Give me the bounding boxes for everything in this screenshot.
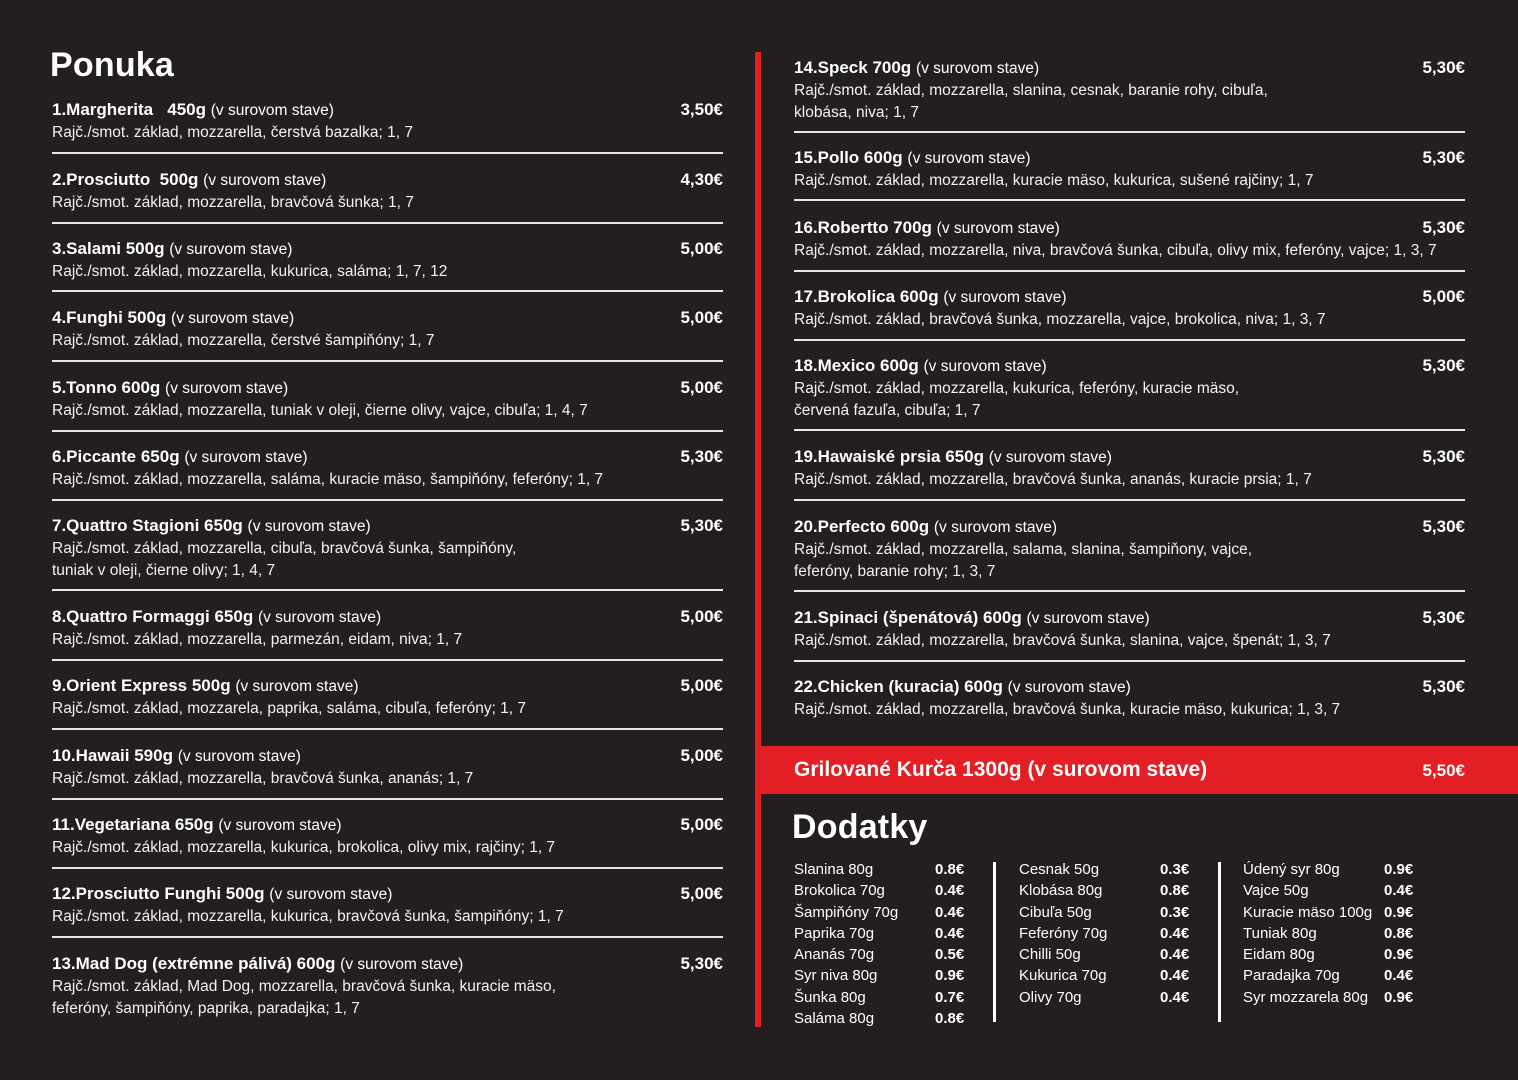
extras-item-price: 0.9€ [1384, 946, 1414, 964]
menu-item [52, 99, 723, 144]
menu-item-name: 17.Brokolica 600g [794, 287, 939, 306]
menu-item-price: 5,00€ [680, 746, 723, 765]
menu-item-description: Rajč./smot. základ, mozzarella, kukurica, brokolica, olivy mix, rajčiny; 1, 7 [52, 839, 556, 856]
menu-item-description: Rajč./smot. základ, Mad Dog, mozzarella, bravčová šunka, kuracie mäso, [52, 978, 556, 995]
menu-item-description: Rajč./smot. základ, mozzarella, salama, slanina, šampiňony, vajce, [794, 541, 1253, 558]
menu-item [52, 238, 723, 283]
menu-item-weight: (v surovom stave) [203, 172, 327, 189]
extras-item-name: Kukurica 70g [1019, 967, 1107, 985]
extras-item-name: Šunka 80g [794, 988, 866, 1006]
extras-item-name: Šampiňóny 70g [794, 903, 899, 921]
menu-item-header [794, 147, 1465, 170]
menu-item-header [794, 286, 1465, 309]
menu-item-name: 21.Spinaci (špenátová) 600g [794, 608, 1022, 627]
menu-item-header [52, 515, 723, 538]
item-separator [794, 590, 1465, 592]
extras-item-price: 0.4€ [935, 903, 965, 921]
menu-item-name: 4.Funghi 500g [52, 308, 167, 327]
menu-item-description: Rajč./smot. základ, mozzarella, parmezán, eidam, niva; 1, 7 [52, 631, 463, 648]
extras-item-price: 0.9€ [1384, 861, 1414, 878]
menu-item-header [52, 606, 723, 629]
menu-item-header [794, 57, 1465, 80]
menu-item-weight: (v surovom stave) [915, 60, 1040, 77]
menu-item-price: 5,00€ [680, 378, 723, 397]
menu-item-price: 5,30€ [1422, 447, 1465, 466]
menu-item-name: 6.Piccante 650g [52, 447, 180, 466]
menu-item-title [794, 355, 1047, 378]
red-divider [755, 52, 761, 1027]
menu-item-header [52, 814, 723, 837]
menu-item-name: 22.Chicken (kuracia) 600g [794, 677, 1003, 696]
menu-item-header [52, 99, 723, 122]
extras-column-1 [794, 859, 966, 1029]
menu-item-weight: (v surovom stave) [218, 817, 342, 834]
item-separator [52, 589, 723, 591]
extras-item-price: 0.9€ [935, 967, 965, 985]
extras-item-price: 0.9€ [1384, 903, 1414, 921]
extras-item [1243, 965, 1416, 986]
extras-item-name: Slanina 80g [794, 861, 874, 878]
menu-item-header [52, 377, 723, 400]
extras-item [1019, 965, 1191, 986]
menu-item-name: 19.Hawaiské prsia 650g [794, 447, 984, 466]
menu-item-price: 5,00€ [680, 884, 723, 903]
extras-item-price: 0.8€ [935, 1010, 965, 1028]
extras-item [1019, 902, 1191, 923]
menu-item-price: 5,00€ [680, 308, 723, 327]
menu-item-name: 9.Orient Express 500g [52, 676, 231, 695]
menu-item-description: Rajč./smot. základ, mozzarella, čerstvé šampiňóny; 1, 7 [52, 332, 435, 349]
extras-item-name: Paradajka 70g [1243, 967, 1340, 985]
extras-item-name: Olivy 70g [1019, 988, 1082, 1006]
menu-item-name: 16.Robertto 700g [794, 218, 932, 237]
menu-item-title [52, 377, 288, 400]
extras-item-price: 0.4€ [1160, 946, 1190, 964]
menu-item-weight: (v surovom stave) [257, 609, 382, 626]
menu-item-weight: (v surovom stave) [165, 380, 289, 397]
extras-item-name: Chilli 50g [1019, 946, 1081, 964]
menu-item [794, 446, 1465, 491]
menu-item-name: 8.Quattro Formaggi 650g [52, 607, 254, 626]
menu-item [52, 515, 723, 582]
menu-item-title [52, 675, 359, 698]
item-separator [794, 199, 1465, 201]
extras-item-name: Cesnak 50g [1019, 861, 1100, 878]
menu-item-name: 15.Pollo 600g [794, 148, 903, 167]
menu-item-title [52, 307, 294, 330]
menu-item-name: 18.Mexico 600g [794, 356, 919, 375]
item-separator [52, 798, 723, 800]
menu-item-description: Rajč./smot. základ, mozzarella, bravčová šunka, slanina, vajce, špenát; 1, 3, 7 [794, 632, 1331, 649]
extras-item-name: Ananás 70g [794, 946, 875, 964]
extras-column-3 [1243, 859, 1416, 1008]
menu-item-name: 10.Hawaii 590g [52, 746, 173, 765]
extras-divider-1 [993, 862, 996, 1022]
menu-item-weight: (v surovom stave) [943, 289, 1067, 306]
menu-item-name: 5.Tonno 600g [52, 378, 161, 397]
extras-item-price: 0.3€ [1160, 903, 1190, 921]
menu-item-description: feferóny, baranie rohy; 1, 3, 7 [794, 563, 996, 580]
extras-item-name: Syr mozzarela 80g [1243, 988, 1369, 1006]
menu-item-title [52, 606, 381, 629]
menu-item-description: feferóny, šampiňóny, paprika, paradajka; 1, 7 [52, 1000, 360, 1017]
extras-item-name: Cibuľa 50g [1019, 903, 1092, 921]
extras-title: Dodatky [792, 808, 928, 846]
item-separator [52, 499, 723, 501]
menu-item-weight: (v surovom stave) [936, 220, 1060, 237]
menu-item-weight: (v surovom stave) [184, 449, 308, 466]
extras-item-price: 0.4€ [1160, 988, 1190, 1006]
menu-item-price: 5,00€ [680, 676, 723, 695]
extras-item-price: 0.7€ [935, 988, 965, 1006]
extras-divider-2 [1218, 862, 1221, 1022]
menu-item-weight: (v surovom stave) [933, 519, 1058, 536]
menu-item-price: 5,30€ [680, 516, 723, 535]
menu-item-price: 5,00€ [1422, 287, 1465, 306]
menu-item-description: Rajč./smot. základ, mozzarella, kuracie mäso, kukurica, sušené rajčiny; 1, 7 [794, 172, 1314, 189]
extras-item-name: Klobása 80g [1019, 882, 1103, 900]
extras-item-price: 0.9€ [1384, 988, 1414, 1006]
menu-item-price: 5,00€ [680, 607, 723, 626]
menu-item-header [794, 676, 1465, 699]
menu-item-price: 5,30€ [680, 447, 723, 466]
item-separator [52, 152, 723, 154]
menu-item-header [794, 446, 1465, 469]
menu-item-weight: (v surovom stave) [1007, 679, 1131, 696]
item-separator [52, 867, 723, 869]
menu-item [52, 169, 723, 214]
menu-item-title [794, 607, 1150, 630]
menu-item [52, 307, 723, 352]
menu-item-header [794, 516, 1465, 539]
menu-item-weight: (v surovom stave) [235, 678, 359, 695]
menu-item-price: 4,30€ [680, 170, 723, 189]
extras-item [1243, 880, 1416, 901]
special-offer-price: 5,50€ [1422, 761, 1465, 780]
extras-item-name: Brokolica 70g [794, 882, 885, 900]
menu-item-weight: (v surovom stave) [171, 310, 295, 327]
item-separator [794, 499, 1465, 501]
menu-item-price: 3,50€ [680, 100, 723, 119]
menu-item-price: 5,30€ [1422, 218, 1465, 237]
extras-item [794, 1008, 966, 1029]
menu-item [794, 217, 1465, 262]
extras-item [1019, 944, 1191, 965]
menu-item-title [52, 814, 342, 837]
menu-item-header [794, 355, 1465, 378]
menu-item-weight: (v surovom stave) [169, 241, 293, 258]
extras-item-name: Syr niva 80g [794, 967, 878, 985]
menu-item-price: 5,30€ [1422, 517, 1465, 536]
menu-item-weight: (v surovom stave) [340, 956, 464, 973]
extras-item-name: Paprika 70g [794, 924, 875, 942]
menu-item-description: Rajč./smot. základ, mozzarella, bravčová šunka, kuracie mäso, kukurica; 1, 3, 7 [794, 701, 1341, 718]
menu-item-weight: (v surovom stave) [210, 102, 334, 119]
menu-item [794, 607, 1465, 652]
menu-item-description: klobása, niva; 1, 7 [794, 104, 919, 121]
menu-item-description: Rajč./smot. základ, mozzarella, slanina, cesnak, baranie rohy, cibuľa, [794, 82, 1268, 99]
menu-item-name: 7.Quattro Stagioni 650g [52, 516, 243, 535]
menu-item-description: Rajč./smot. základ, bravčová šunka, mozzarella, vajce, brokolica, niva; 1, 3, 7 [794, 311, 1326, 328]
menu-item [794, 516, 1465, 583]
menu-item-title [52, 99, 334, 122]
menu-item-weight: (v surovom stave) [247, 518, 371, 535]
extras-item [1019, 859, 1191, 880]
menu-item-price: 5,30€ [680, 954, 723, 973]
menu-item-title [794, 147, 1031, 170]
menu-item-title [52, 169, 326, 192]
menu-item [794, 147, 1465, 192]
menu-item-description: Rajč./smot. základ, mozzarella, kukurica, bravčová šunka, šampiňóny; 1, 7 [52, 908, 564, 925]
menu-item-header [794, 217, 1465, 240]
menu-item-price: 5,30€ [1422, 148, 1465, 167]
menu-item-description: Rajč./smot. základ, mozzarella, cibuľa, bravčová šunka, šampiňóny, [52, 540, 517, 557]
menu-item-description: tuniak v oleji, čierne olivy; 1, 4, 7 [52, 562, 276, 579]
menu-item-header [52, 446, 723, 469]
extras-item-price: 0.4€ [1160, 924, 1190, 942]
extras-item-name: Eidam 80g [1243, 946, 1315, 964]
extras-item [1019, 987, 1191, 1008]
item-separator [794, 339, 1465, 341]
page-title: Ponuka [50, 46, 175, 84]
item-separator [52, 360, 723, 362]
menu-item-description: Rajč./smot. základ, mozzarella, kukurica, feferóny, kuracie mäso, [794, 380, 1240, 397]
extras-item [794, 902, 966, 923]
menu-item-price: 5,30€ [1422, 677, 1465, 696]
extras-item [794, 944, 966, 965]
menu-item-header [52, 883, 723, 906]
special-offer-band [761, 746, 1518, 794]
menu-item [52, 745, 723, 790]
menu-item-title [794, 446, 1112, 469]
extras-item-name: Vajce 50g [1243, 882, 1309, 900]
menu-item-name: 2.Prosciutto 500g [52, 170, 199, 189]
menu-item-name: 1.Margherita 450g [52, 100, 207, 119]
menu-item-title [794, 676, 1131, 699]
menu-item-price: 5,00€ [680, 815, 723, 834]
extras-item-price: 0.8€ [935, 861, 965, 878]
extras-item [794, 880, 966, 901]
extras-item-name: Údený syr 80g [1243, 861, 1340, 878]
extras-item-price: 0.3€ [1160, 861, 1190, 878]
menu-item-name: 12.Prosciutto Funghi 500g [52, 884, 265, 903]
special-offer-label: Grilované Kurča 1300g (v surovom stave) [794, 758, 1208, 781]
extras-item [1019, 880, 1191, 901]
item-separator [52, 728, 723, 730]
extras-item-price: 0.4€ [1160, 967, 1190, 985]
menu-item-name: 20.Perfecto 600g [794, 517, 930, 536]
extras-item-price: 0.4€ [1384, 882, 1414, 900]
menu-item-header [52, 675, 723, 698]
item-separator [52, 430, 723, 432]
menu-item [52, 883, 723, 928]
menu-item [52, 814, 723, 859]
menu-item [52, 675, 723, 720]
extras-item [1243, 923, 1416, 944]
menu-item-price: 5,30€ [1422, 58, 1465, 77]
menu-item [52, 953, 723, 1020]
item-separator [794, 270, 1465, 272]
menu-item-title [794, 286, 1066, 309]
menu-item [52, 606, 723, 651]
menu-item-title [794, 217, 1060, 240]
menu-item-description: Rajč./smot. základ, mozzarella, kukurica, saláma; 1, 7, 12 [52, 263, 448, 280]
extras-item [1243, 987, 1416, 1008]
menu-item-description: Rajč./smot. základ, mozzarella, bravčová šunka; 1, 7 [52, 194, 414, 211]
menu-item-price: 5,30€ [1422, 608, 1465, 627]
menu-item-name: 13.Mad Dog (extrémne pálivá) 600g [52, 954, 336, 973]
menu-item-description: Rajč./smot. základ, mozzarella, bravčová šunka, ananás; 1, 7 [52, 770, 474, 787]
extras-item-price: 0.8€ [1384, 924, 1414, 942]
menu-item [52, 446, 723, 491]
extras-item [1243, 902, 1416, 923]
menu-item-title [794, 57, 1039, 80]
menu-item-header [52, 169, 723, 192]
menu-item-weight: (v surovom stave) [177, 748, 301, 765]
menu-item-title [52, 515, 371, 538]
item-separator [794, 660, 1465, 662]
menu-item-title [52, 238, 292, 261]
item-separator [52, 290, 723, 292]
extras-item-name: Saláma 80g [794, 1010, 875, 1028]
item-separator [794, 131, 1465, 133]
item-separator [794, 429, 1465, 431]
extras-item-price: 0.4€ [1384, 967, 1414, 985]
menu-item-title [52, 883, 392, 906]
extras-column-2 [1019, 859, 1191, 1008]
extras-item-price: 0.5€ [935, 946, 965, 964]
menu-item-title [52, 446, 307, 469]
menu-item-description: Rajč./smot. základ, mozzarella, saláma, kuracie mäso, šampiňóny, feferóny; 1, 7 [52, 471, 604, 488]
extras-item-price: 0.4€ [935, 882, 965, 900]
menu-item-name: 14.Speck 700g [794, 58, 912, 77]
menu-item [794, 57, 1465, 124]
menu-item-description: Rajč./smot. základ, mozzarella, niva, bravčová šunka, cibuľa, olivy mix, feferóny, vajce; 1, 3, 7 [794, 242, 1437, 259]
menu-item-header [52, 745, 723, 768]
menu-item-header [52, 307, 723, 330]
menu-item [794, 286, 1465, 331]
item-separator [52, 222, 723, 224]
item-separator [52, 936, 723, 938]
menu-item-description: Rajč./smot. základ, mozzarella, čerstvá bazalka; 1, 7 [52, 124, 413, 141]
menu-item-title [52, 745, 301, 768]
extras-item-price: 0.4€ [935, 924, 965, 942]
extras-item [1243, 944, 1416, 965]
menu-item-weight: (v surovom stave) [1026, 610, 1150, 627]
extras-item-price: 0.8€ [1160, 882, 1190, 900]
menu-item-weight: (v surovom stave) [907, 150, 1031, 167]
menu-item-weight: (v surovom stave) [988, 449, 1112, 466]
extras-item [794, 859, 966, 880]
menu-item-header [52, 238, 723, 261]
menu-item-header [52, 953, 723, 976]
menu-item-weight: (v surovom stave) [923, 358, 1047, 375]
extras-item-name: Feferóny 70g [1019, 924, 1108, 942]
extras-item [1019, 923, 1191, 944]
menu-item-description: červená fazuľa, cibuľa; 1, 7 [794, 402, 981, 419]
menu-item-description: Rajč./smot. základ, mozzarella, bravčová šunka, ananás, kuracie prsia; 1, 7 [794, 471, 1312, 488]
menu-item [52, 377, 723, 422]
menu-item-price: 5,00€ [680, 239, 723, 258]
menu-item [794, 676, 1465, 721]
extras-item-name: Kuracie mäso 100g [1243, 903, 1373, 921]
menu-item-name: 3.Salami 500g [52, 239, 165, 258]
extras-item [794, 965, 966, 986]
extras-item-name: Tuniak 80g [1243, 924, 1317, 942]
menu-item-weight: (v surovom stave) [269, 886, 393, 903]
menu-item-name: 11.Vegetariana 650g [52, 815, 214, 834]
menu-item-price: 5,30€ [1422, 356, 1465, 375]
extras-item [794, 987, 966, 1008]
extras-item [1243, 859, 1416, 880]
extras-item [794, 923, 966, 944]
menu-item [794, 355, 1465, 422]
menu-item-title [52, 953, 463, 976]
menu-item-description: Rajč./smot. základ, mozzarella, tuniak v oleji, čierne olivy, vajce, cibuľa; 1, 4, 7 [52, 402, 588, 419]
menu-item-header [794, 607, 1465, 630]
item-separator [52, 659, 723, 661]
menu-item-title [794, 516, 1057, 539]
menu-item-description: Rajč./smot. základ, mozzarela, paprika, saláma, cibuľa, feferóny; 1, 7 [52, 700, 527, 717]
